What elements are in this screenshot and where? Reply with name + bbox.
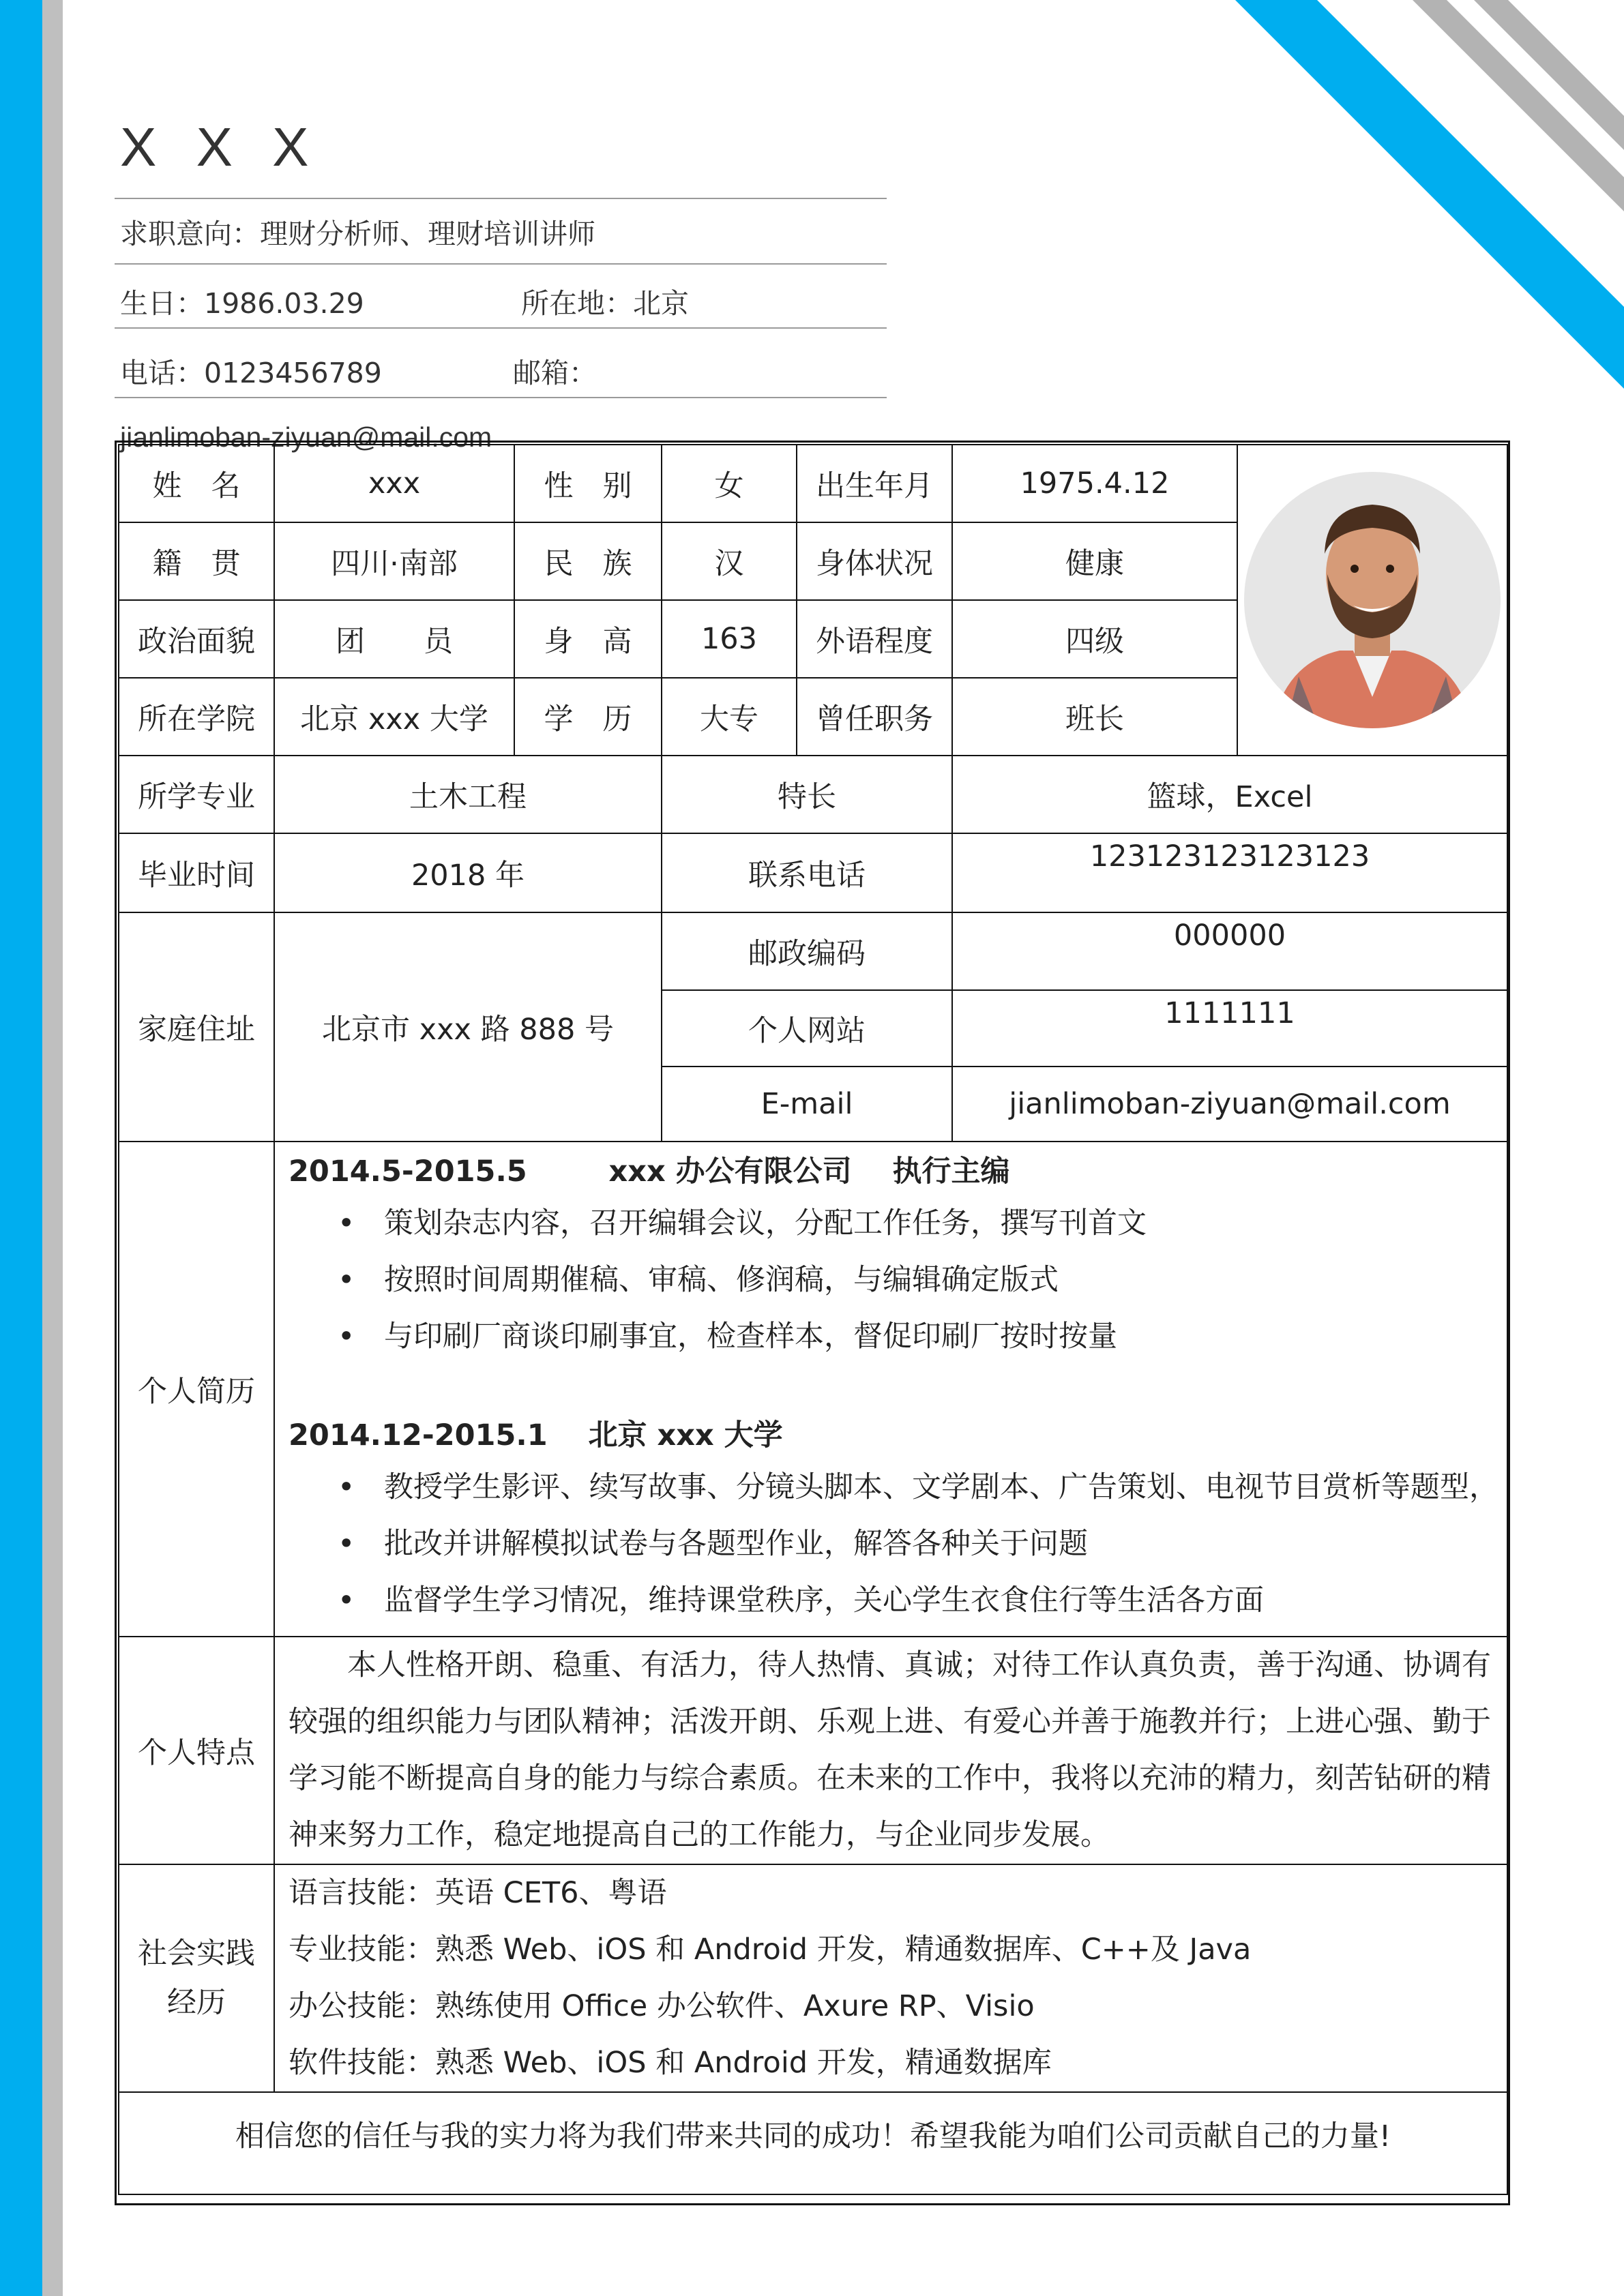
candidate-name: X X X bbox=[120, 117, 321, 177]
height-label: 身 高 bbox=[514, 600, 662, 678]
email-label: E-mail bbox=[662, 1067, 952, 1142]
edu-label: 学 历 bbox=[514, 678, 662, 756]
ethnic-label: 民 族 bbox=[514, 522, 662, 600]
divider bbox=[115, 198, 887, 199]
major-label: 所学专业 bbox=[119, 756, 274, 833]
traits-content bbox=[274, 1637, 1507, 1864]
resume-content bbox=[274, 1142, 1507, 1637]
height-value: 163 bbox=[662, 600, 797, 678]
tel-label: 联系电话 bbox=[662, 833, 952, 912]
divider bbox=[115, 397, 887, 398]
grad-label: 毕业时间 bbox=[119, 833, 274, 912]
skill-line: 办公技能：熟练使用 Office 办公软件、Axure RP、Visio bbox=[289, 1989, 1035, 2023]
traits-paragraph: 本人性格开朗、稳重、有活力，待人热情、真诚；对待工作认真负责，善于沟通、协调有较强的组织能力与团队精神；活泼开朗、乐观上进、有爱心并善于施教并行；上进心强、勤于学习能不断提高自身的能力与综合素质。在未来的工作中，我将以充沛的精力，刻苦钻研的精神来努力工作，稳定地提高自己的工作能力，与企业同步发展。 bbox=[289, 1648, 1491, 1852]
edu-value: 大专 bbox=[662, 678, 797, 756]
gender-value: 女 bbox=[662, 445, 797, 522]
zip-label: 邮政编码 bbox=[662, 912, 952, 990]
exp-1-item: • 策划杂志内容，召开编辑会议，分配工作任务，撰写刊首文 bbox=[338, 1206, 1147, 1240]
college-label: 所在学院 bbox=[119, 678, 274, 756]
gender-label: 性 别 bbox=[514, 445, 662, 522]
address-value: 北京市 xxx 路 888 号 bbox=[274, 912, 662, 1142]
birthday: 生日：1986.03.29 bbox=[120, 287, 364, 320]
avatar bbox=[1244, 472, 1501, 728]
tel-value: 123123123123123 bbox=[952, 833, 1507, 912]
college-value: 北京 xxx 大学 bbox=[274, 678, 514, 756]
exp-1-item: • 与印刷厂商谈印刷事宜，检查样本，督促印刷厂按时按量 bbox=[338, 1320, 1117, 1354]
native-value: 四川·南部 bbox=[274, 522, 514, 600]
ethnic-value: 汉 bbox=[662, 522, 797, 600]
skill-line: 语言技能：英语 CET6、粤语 bbox=[289, 1876, 667, 1910]
resume-table bbox=[118, 444, 1508, 2195]
name-value: xxx bbox=[274, 445, 514, 522]
phone: 电话：0123456789 bbox=[120, 357, 382, 389]
specialty-value: 篮球，Excel bbox=[952, 756, 1507, 833]
closing-statement: 相信您的信任与我的实力将为我们带来共同的成功！希望我能为咱们公司贡献自己的力量! bbox=[119, 2092, 1507, 2194]
divider bbox=[115, 327, 887, 329]
email-label: 邮箱： bbox=[513, 357, 597, 389]
political-value: 团 员 bbox=[274, 600, 514, 678]
job-intent: 求职意向：理财分析师、理财培训讲师 bbox=[120, 218, 595, 250]
major-value: 土木工程 bbox=[274, 756, 662, 833]
health-value: 健康 bbox=[952, 522, 1237, 600]
specialty-label: 特长 bbox=[662, 756, 952, 833]
political-label: 政治面貌 bbox=[119, 600, 274, 678]
position-label: 曾任职务 bbox=[797, 678, 952, 756]
exp-2-head: 2014.12-2015.1 北京 xxx 大学 bbox=[289, 1418, 783, 1452]
native-label: 籍 贯 bbox=[119, 522, 274, 600]
email-value: jianlimoban-ziyuan@mail.com bbox=[952, 1067, 1507, 1142]
site-label: 个人网站 bbox=[662, 990, 952, 1067]
exp-2-item: • 监督学生学习情况，维持课堂秩序，关心学生衣食住行等生活各方面 bbox=[338, 1583, 1264, 1617]
grad-value: 2018 年 bbox=[274, 833, 662, 912]
corner-stripes bbox=[1215, 0, 1624, 409]
skills-content bbox=[274, 1864, 1507, 2092]
birth-value: 1975.4.12 bbox=[952, 445, 1237, 522]
practice-label-line2: 经历 bbox=[167, 1986, 226, 2020]
header-email: jianlimoban-ziyuan@mail.com bbox=[120, 421, 492, 453]
left-gray-bar bbox=[42, 0, 63, 2296]
zip-value: 000000 bbox=[952, 912, 1507, 990]
position-value: 班长 bbox=[952, 678, 1237, 756]
resume-label: 个人简历 bbox=[119, 1142, 274, 1637]
address-label: 家庭住址 bbox=[119, 912, 274, 1142]
birth-label: 出生年月 bbox=[797, 445, 952, 522]
site-value: 1111111 bbox=[952, 990, 1507, 1067]
practice-label bbox=[119, 1864, 274, 2092]
traits-label: 个人特点 bbox=[119, 1637, 274, 1864]
skill-line: 软件技能：熟悉 Web、iOS 和 Android 开发，精通数据库 bbox=[289, 2046, 1052, 2080]
spacer bbox=[289, 1365, 1507, 1406]
exp-2-item: • 批改并讲解模拟试卷与各题型作业，解答各种关于问题 bbox=[338, 1527, 1088, 1561]
photo-cell bbox=[1237, 445, 1507, 756]
exp-2-item: • 教授学生影评、续写故事、分镜头脚本、文学剧本、广告策划、电视节目赏析等题型， bbox=[338, 1470, 1498, 1504]
exp-1-item: • 按照时间周期催稿、审稿、修润稿，与编辑确定版式 bbox=[338, 1263, 1059, 1297]
divider bbox=[115, 263, 887, 265]
skill-line: 专业技能：熟悉 Web、iOS 和 Android 开发，精通数据库、C++及 Java bbox=[289, 1933, 1252, 1967]
health-label: 身体状况 bbox=[797, 522, 952, 600]
lang-value: 四级 bbox=[952, 600, 1237, 678]
location: 所在地：北京 bbox=[521, 287, 689, 320]
name-label: 姓 名 bbox=[119, 445, 274, 522]
lang-label: 外语程度 bbox=[797, 600, 952, 678]
exp-1-head: 2014.5-2015.5 xxx 办公有限公司 执行主编 bbox=[289, 1154, 1010, 1189]
left-accent-bar bbox=[0, 0, 42, 2296]
practice-label-line1: 社会实践 bbox=[138, 1937, 255, 1971]
